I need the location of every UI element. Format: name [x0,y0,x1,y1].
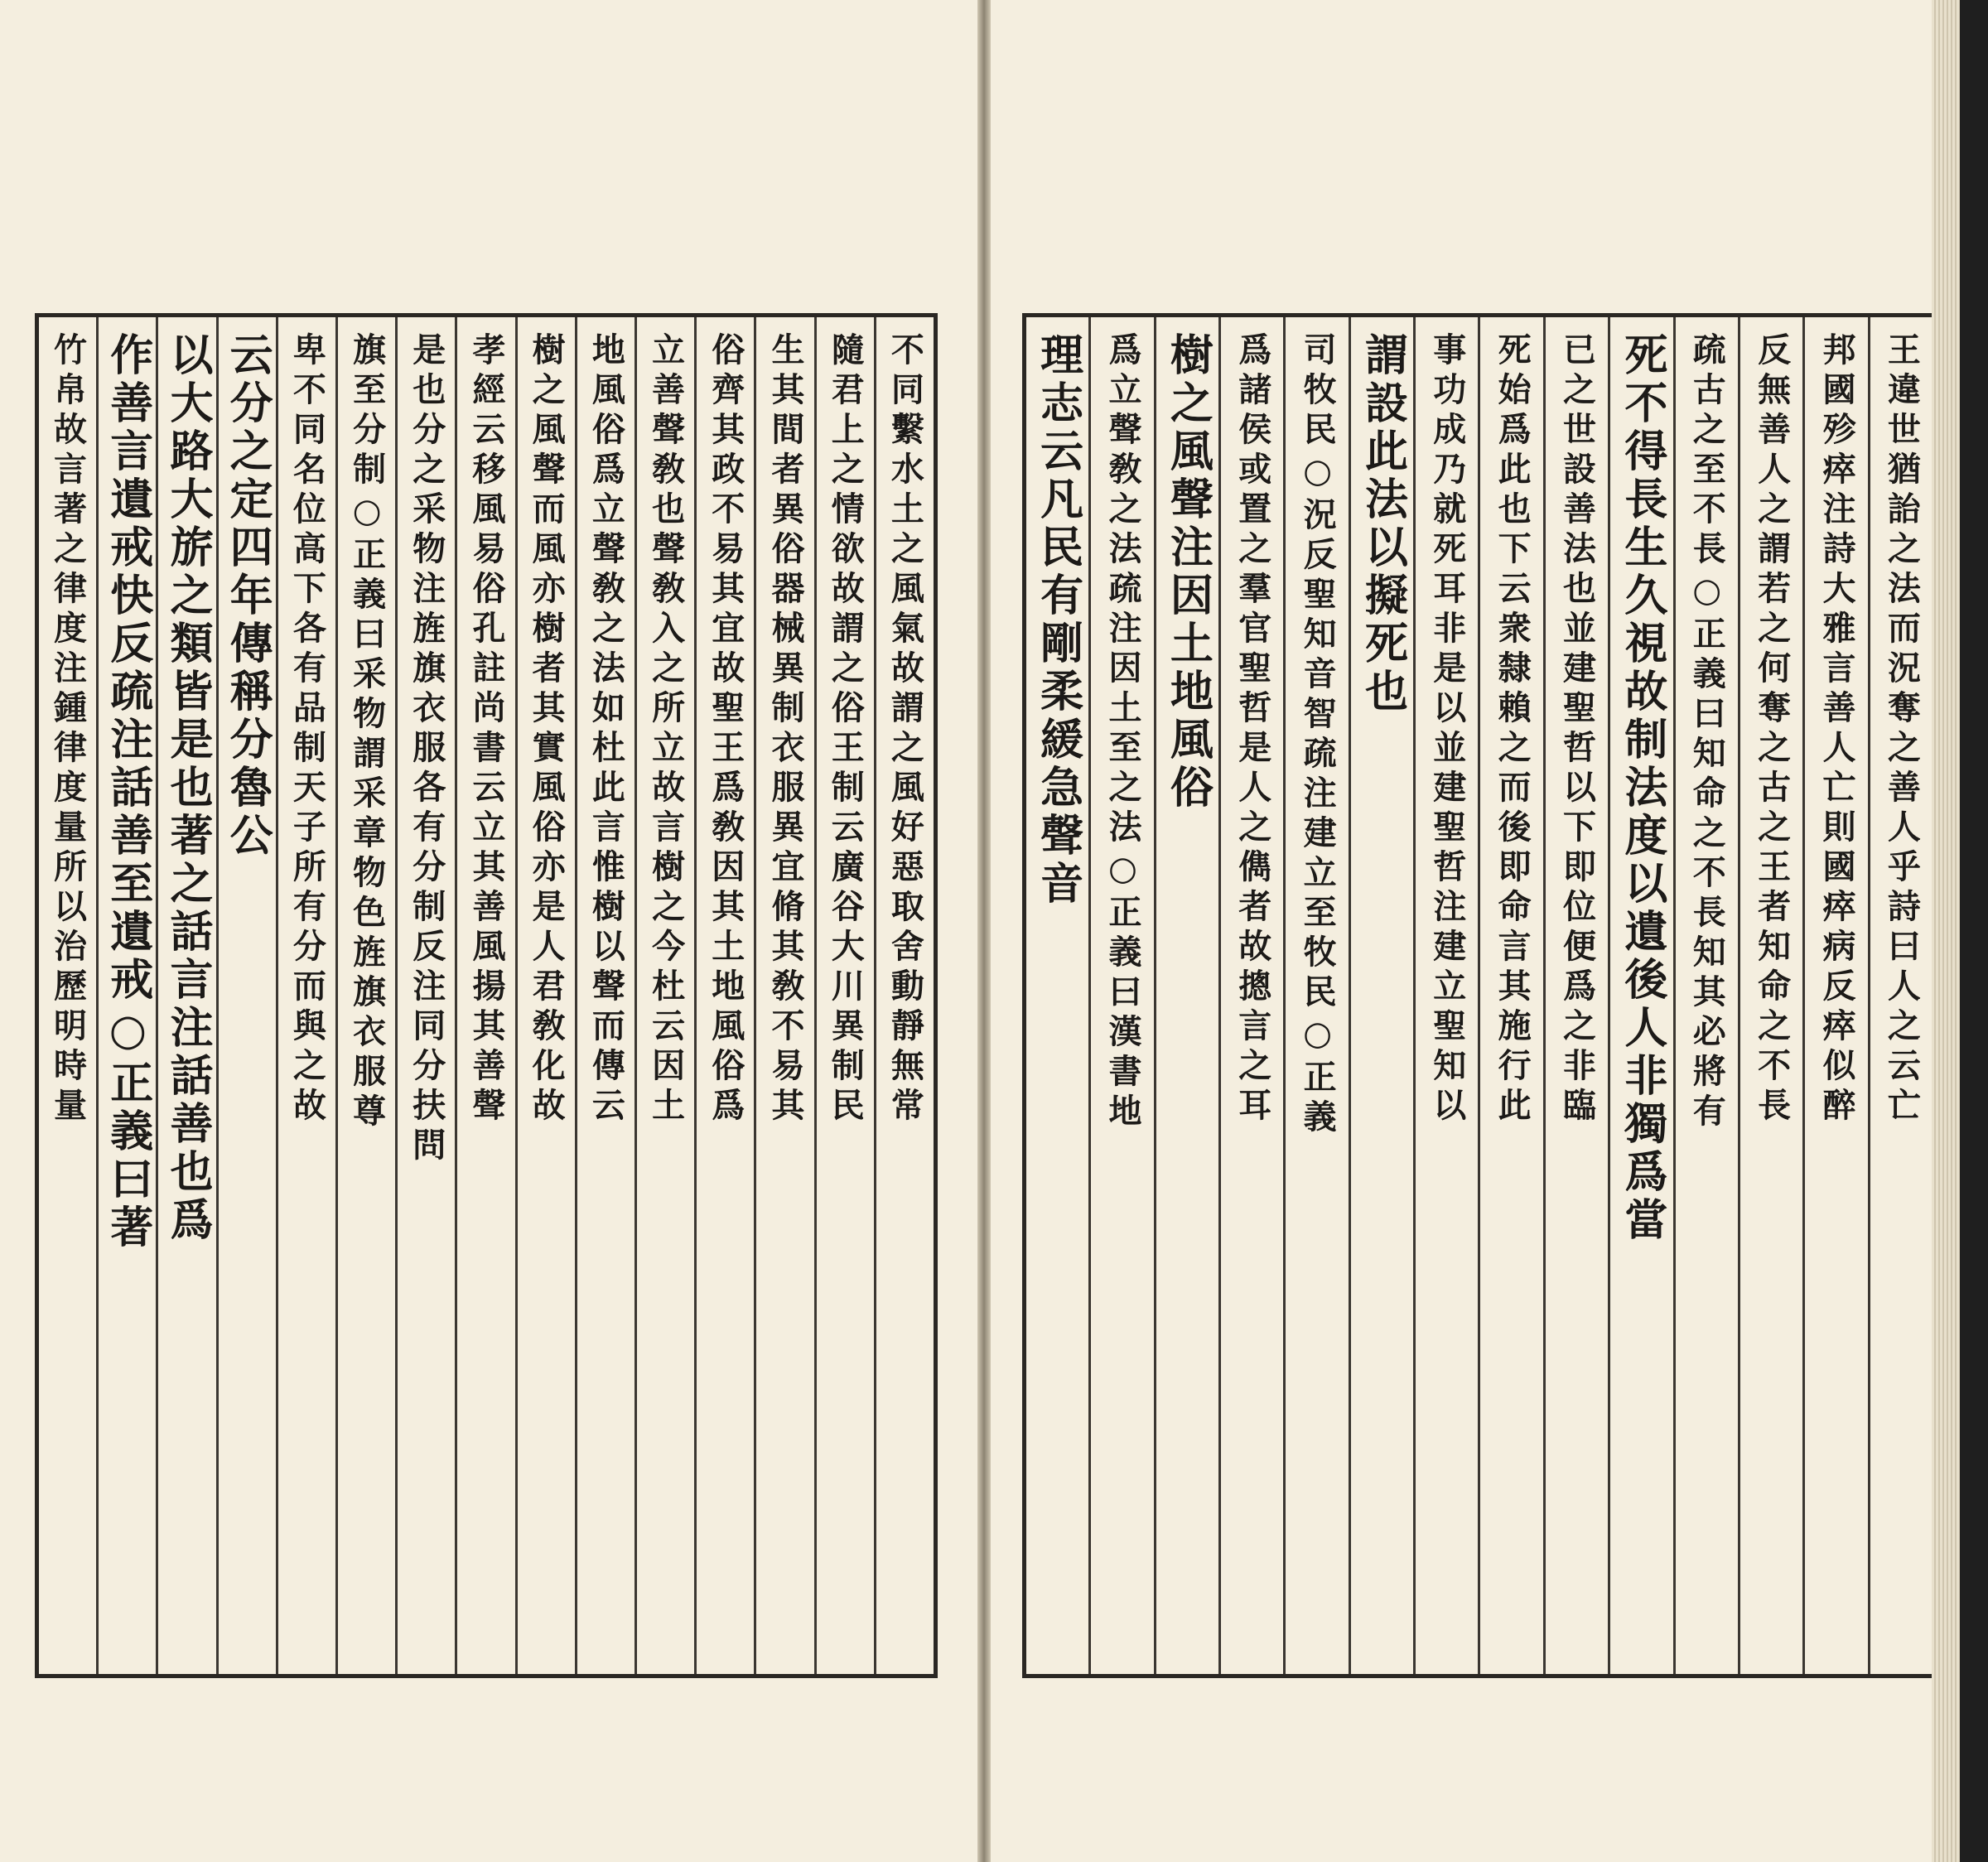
text-column [156,317,215,1674]
text-column [1154,317,1218,1674]
column-text: 俗齊其政不易其宜故聖王爲敎因其土地風俗爲 [706,332,746,1127]
column-text: 地風俗爲立聲敎之法如杜此言惟樹以聲而傳云 [586,332,626,1127]
column-text: 以大路大旂之類皆是也著之話言注話善也爲 [162,332,213,1245]
text-column [1738,317,1802,1674]
left-columns [39,317,934,1674]
text-column [1413,317,1478,1674]
page-edges [1932,0,1960,1862]
column-text: 是也分之采物注旌旗衣服各有分制反注同分扶問 [407,332,446,1167]
column-text: 樹之風聲注因土地風俗 [1162,332,1214,813]
text-column [395,317,455,1674]
left-text-frame [35,313,938,1678]
text-column [754,317,813,1674]
column-text: 樹之風聲而風亦樹者其實風俗亦是人君敎化故 [527,332,567,1127]
book-gutter [977,0,991,1862]
text-column [1478,317,1542,1674]
column-text: 事功成乃就死耳非是以並建聖哲注建立聖知以 [1427,332,1467,1127]
text-column [1088,317,1153,1674]
left-page [0,0,977,1862]
text-column [1218,317,1283,1674]
column-text: 理志云凡民有剛柔緩急聲音 [1032,332,1083,909]
column-text: 謂設此法以擬死也 [1357,332,1408,716]
text-column [575,317,635,1674]
column-text: 立善聲敎也聲敎入之所立故言樹之今杜云因土 [646,332,686,1127]
text-column [335,317,395,1674]
text-column [455,317,514,1674]
column-text: 死不得長生久視故制法度以遺後人非獨爲當 [1616,332,1667,1245]
right-columns [1026,317,1933,1674]
text-column [1868,317,1933,1674]
text-column [39,317,96,1674]
column-text: 不同繫水土之風氣故謂之風好惡取舍動靜無常 [885,332,925,1127]
column-text: 生其間者異俗器械異制衣服異宜脩其敎不易其 [765,332,805,1127]
column-text: 旗至分制○正義曰采物謂采章物色旌旗衣服尊 [347,332,387,1133]
text-column [1283,317,1348,1674]
text-column [216,317,276,1674]
text-column [1349,317,1413,1674]
column-text: 隨君上之情欲故謂之俗王制云廣谷大川異制民 [826,332,866,1127]
column-text: 爲立聲敎之法疏注因土至之法○正義曰漢書地 [1103,332,1142,1133]
right-text-frame [1022,313,1937,1678]
text-column [96,317,156,1674]
text-column [276,317,335,1674]
column-text: 爲諸侯或置之羣官聖哲是人之儁者故摠言之耳 [1233,332,1272,1127]
column-text: 邦國殄瘁注詩大雅言善人亡則國瘁病反瘁似醉 [1817,332,1856,1127]
text-column [1026,317,1088,1674]
text-column [814,317,874,1674]
column-text: 竹帛故言著之律度注鍾律度量所以治歷明時量 [48,332,88,1127]
column-text: 作善言遺戒快反疏注話善至遺戒○正義曰著 [102,332,153,1252]
text-column [1802,317,1867,1674]
right-page [991,0,1960,1862]
column-text: 司牧民○況反聖知音智疏注建立至牧民○正義 [1298,332,1338,1139]
text-column [874,317,934,1674]
column-text: 卑不同名位高下各有品制天子所有分而與之故 [287,332,327,1127]
text-column [635,317,694,1674]
text-column [1543,317,1608,1674]
text-column [694,317,754,1674]
column-text: 云分之定四年傳稱分魯公 [222,332,273,861]
text-column [1673,317,1738,1674]
column-text: 反無善人之謂若之何奪之古之王者知命之不長 [1752,332,1792,1127]
column-text: 死始爲此也下云衆隸賴之而後即命言其施行此 [1493,332,1532,1127]
column-text: 已之世設善法也並建聖哲以下即位便爲之非臨 [1557,332,1597,1127]
column-text: 王違世猶詒之法而況奪之善人乎詩曰人之云亡 [1882,332,1922,1127]
column-text: 疏古之至不長○正義曰知命之不長知其必將有 [1687,332,1727,1133]
column-text: 孝經云移風易俗孔註尚書云立其善風揚其善聲 [466,332,506,1127]
text-column [1608,317,1672,1674]
text-column [515,317,575,1674]
